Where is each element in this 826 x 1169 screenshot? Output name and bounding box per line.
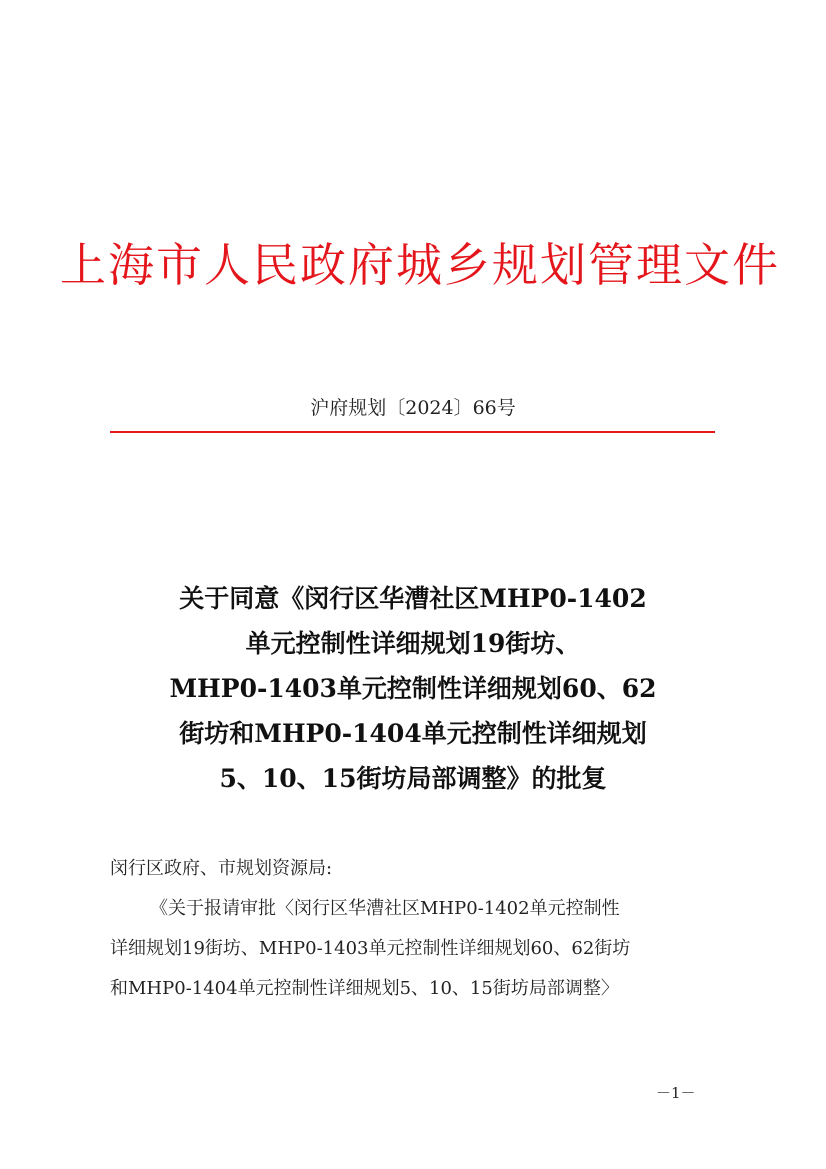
body-line: 《关于报请审批〈闵行区华漕社区MHP0-1402单元控制性 [150, 898, 620, 919]
body-line: 详细规划19街坊、MHP0-1403单元控制性详细规划60、62街坊 [110, 938, 631, 959]
page-number: －1－ [656, 1084, 696, 1102]
document-number: 沪府规划〔2024〕66号 [310, 397, 516, 419]
title-line: 街坊和MHP0-1404单元控制性详细规划 [179, 719, 647, 748]
body-line: 和MHP0-1404单元控制性详细规划5、10、15街坊局部调整〉 [110, 978, 619, 999]
document-body [110, 849, 716, 1009]
title-line: 单元控制性详细规划19街坊、 [245, 629, 581, 658]
red-divider [110, 431, 715, 433]
document-title [90, 576, 736, 801]
document-header: 上海市人民政府城乡规划管理文件 [60, 238, 780, 292]
title-line: 关于同意《闵行区华漕社区MHP0-1402 [179, 584, 647, 613]
addressee: 闵行区政府、市规划资源局: [110, 858, 333, 879]
title-line: 5、10、15街坊局部调整》的批复 [219, 764, 607, 793]
title-line: MHP0-1403单元控制性详细规划60、62 [169, 674, 657, 703]
